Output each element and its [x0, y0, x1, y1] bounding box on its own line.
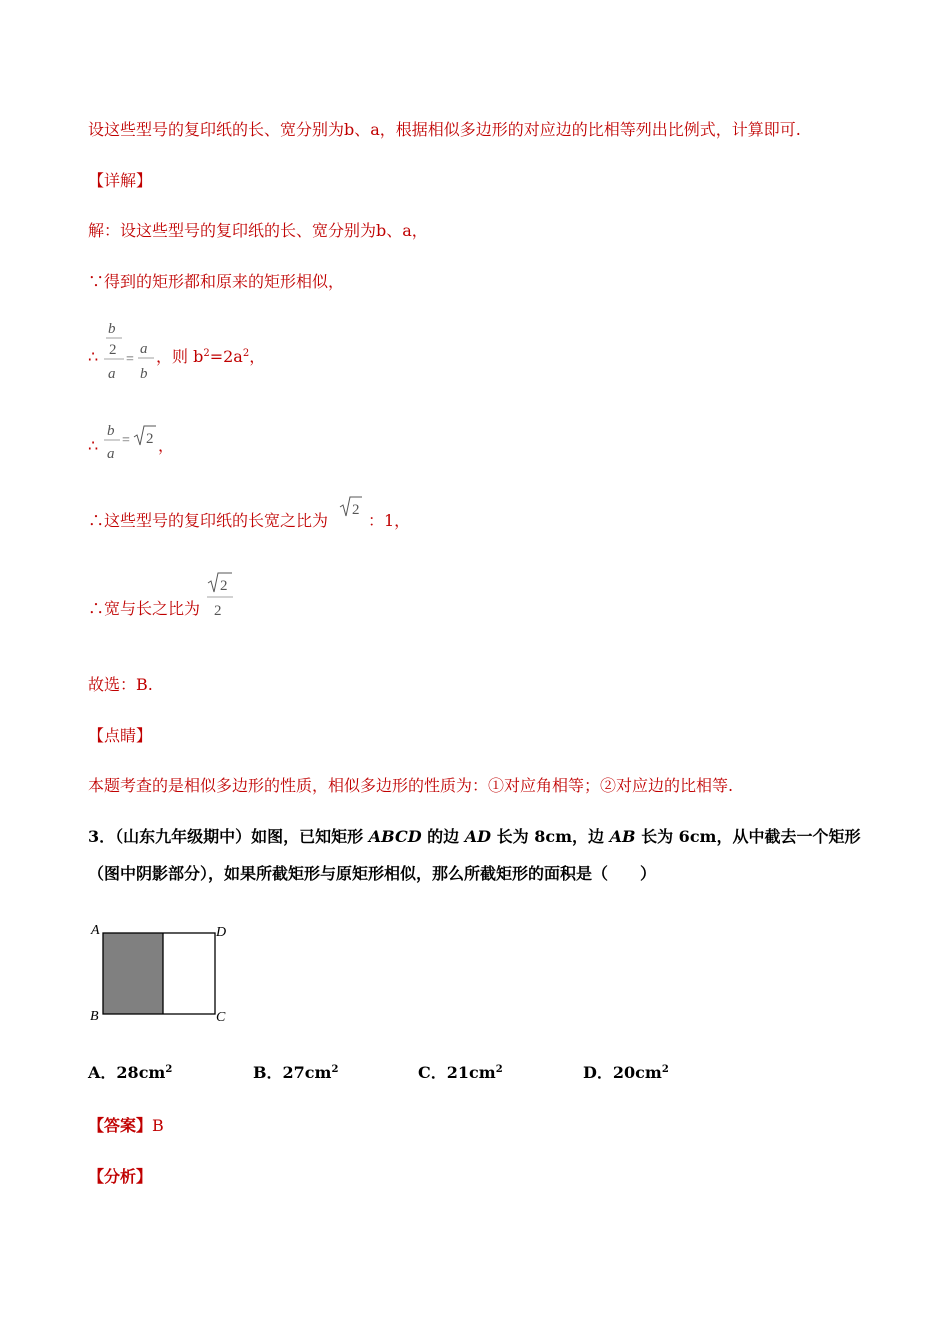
question-3-line-2: （图中阴影部分），如果所截矩形与原矩形相似，那么所截矩形的面积是（ ） [88, 864, 657, 883]
comment-text: 本题考查的是相似多边形的性质，相似多边形的性质为：①对应角相等；②对应边的比相等. [88, 776, 734, 795]
frac-eq: = [126, 352, 134, 367]
sqrt2-ratio-2: 2 [352, 502, 360, 518]
label-a: A [91, 923, 100, 938]
label-c: C [216, 1010, 226, 1025]
option-a: A．$28cm^2$ [88, 1063, 173, 1082]
rectangle-figure [88, 920, 238, 1030]
sqrt2-over-2-den: 2 [214, 603, 222, 619]
solution-step-3: ，则 $b^2=2a^2$， [156, 347, 266, 366]
fraction-b-over-a-eq-sqrt2 [104, 420, 164, 464]
frac4-2: 2 [146, 431, 154, 447]
frac4-b: b [107, 423, 115, 439]
answer-line [88, 1116, 164, 1136]
solution-step-5-suffix: ：1， [368, 511, 411, 530]
solution-step-5: ∴这些型号的复印纸的长宽之比为 [88, 511, 329, 530]
sqrt2-over-2-num: 2 [220, 578, 228, 594]
solution-step-1: 解：设这些型号的复印纸的长、宽分别为b、a， [88, 221, 428, 240]
frac-a2: a [140, 341, 148, 357]
frac-b: b [108, 321, 116, 337]
solution-step-4-comma: ， [158, 436, 175, 455]
detail-heading: 【详解】 [88, 171, 153, 190]
label-d: D [216, 925, 227, 940]
frac4-a: a [107, 446, 115, 462]
sqrt2-ratio [338, 495, 364, 519]
therefore-symbol-3: ∴ [88, 347, 99, 366]
shaded-rectangle [103, 933, 163, 1014]
sqrt2-over-2 [205, 570, 235, 620]
analysis-text: 设这些型号的复印纸的长、宽分别为b、a，根据相似多边形的对应边的比相等列出比例式，计算即可. [88, 120, 801, 139]
solution-step-2: ∵得到的矩形都和原来的矩形相似， [88, 272, 345, 291]
frac4-eq: = [122, 433, 130, 448]
fraction-b2-over-a [104, 318, 160, 384]
option-b: B．$27cm^2$ [253, 1063, 339, 1082]
solution-step-6: ∴宽与长之比为 [88, 599, 201, 618]
option-d: D．$20cm^2$ [583, 1063, 669, 1082]
question-3-line-1: 3．（山东九年级期中）如图，已知矩形 ABCD 的边 AD 长为 8cm，边 AB 长为 6cm，从中截去一个矩形 [88, 827, 861, 846]
option-c: C．$21cm^2$ [418, 1063, 503, 1082]
comment-heading: 【点睛】 [88, 726, 153, 745]
therefore-symbol-4: ∴ [88, 436, 99, 455]
frac-b2: b [140, 366, 148, 382]
analysis-heading: 【分析】 [88, 1167, 153, 1186]
answer-value: B [152, 1116, 164, 1135]
frac-2: 2 [109, 342, 117, 358]
choose-answer: 故选：B. [88, 675, 153, 694]
frac-a: a [108, 366, 116, 382]
answer-heading: 【答案】 [88, 1116, 153, 1135]
label-b: B [90, 1009, 99, 1024]
